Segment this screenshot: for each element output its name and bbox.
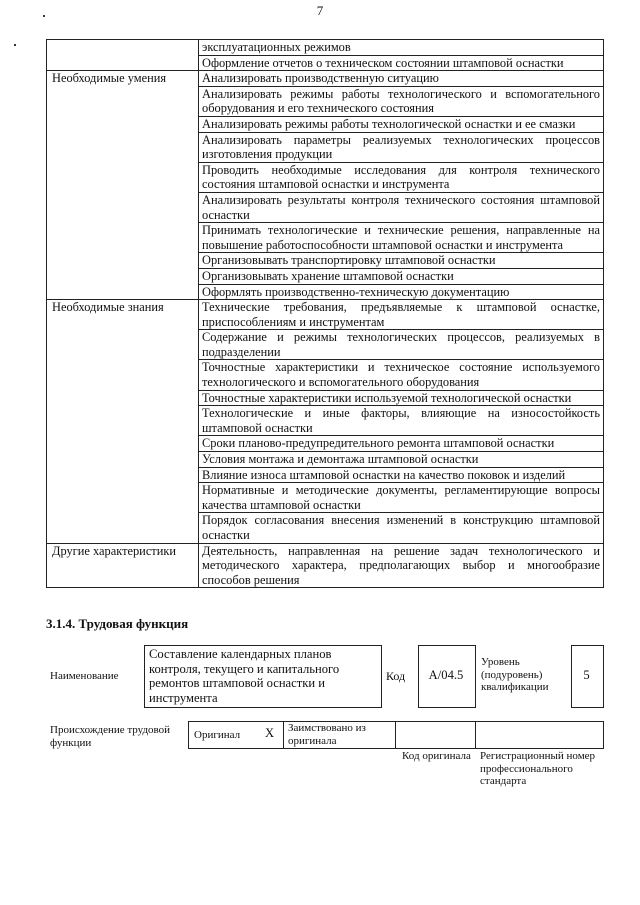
reg-number-label: Регистрационный номер профессионального стандарта [480, 750, 596, 787]
table-row [47, 71, 604, 87]
name-value: Составление календарных планов контроля, текущего и капитального ремонтов штамповой оснастки и инструмента [149, 647, 340, 705]
origin-label: Происхождение трудовой функции [50, 724, 171, 749]
requirement-item: Влияние износа штамповой оснастки на качество поковок и изделий [199, 467, 604, 483]
requirement-item: Анализировать производственную ситуацию [199, 71, 604, 87]
requirement-item: Организовывать транспортировку штамповой оснастки [199, 253, 604, 269]
origin-divider [283, 721, 284, 748]
origin-code-label: Код оригинала [402, 750, 471, 762]
requirement-item: Принимать технологические и технические решения, направленные на повышение работоспособности штамповой оснастки и инструмента [199, 223, 604, 253]
table-row [47, 40, 604, 56]
requirement-item: Оформлять производственно-техническую документацию [199, 284, 604, 300]
requirement-item: Технические требования, предъявляемые к штамповой оснастке, приспособлениям и инструментам [199, 300, 604, 330]
requirement-item: Анализировать результаты контроля технического состояния штамповой оснастки [199, 192, 604, 222]
origin-divider [395, 721, 396, 748]
origin-table [188, 721, 604, 749]
section-title: 3.1.4. Трудовая функция [46, 616, 189, 631]
requirement-item: Порядок согласования внесения изменений в конструкцию штамповой оснастки [199, 513, 604, 543]
requirement-item: Точностные характеристики используемой технологической оснастки [199, 390, 604, 406]
requirement-item: Точностные характеристики и техническое состояние используемого технологического и вспомогательного оборудования [199, 360, 604, 390]
requirement-item: Условия монтажа и демонтажа штамповой оснастки [199, 452, 604, 468]
requirement-item: Анализировать режимы работы технологической оснастки и ее смазки [199, 116, 604, 132]
requirement-item: Проводить необходимые исследования для контроля технического состояния штамповой оснастки и инструмента [199, 162, 604, 192]
requirement-item: Анализировать параметры реализуемых технологических процессов изготовления продукции [199, 132, 604, 162]
requirement-item: Оформление отчетов о техническом состоянии штамповой оснастки [199, 55, 604, 71]
category-cell [47, 40, 199, 71]
borrowed-label: Заимствовано из оригинала [288, 722, 366, 747]
requirement-item: Сроки планово-предупредительного ремонта штамповой оснастки [199, 436, 604, 452]
requirement-item: Анализировать режимы работы технологического и вспомогательного оборудования и его технического состояния [199, 86, 604, 116]
requirements-table [46, 39, 604, 588]
name-label: Наименование [50, 670, 119, 682]
level-value: 5 [583, 668, 590, 682]
requirement-item: Технологические и иные факторы, влияющие на износостойкость штамповой оснастки [199, 406, 604, 436]
table-row [47, 300, 604, 330]
original-label: Оригинал [194, 729, 241, 741]
original-mark: X [265, 726, 275, 740]
origin-divider [475, 721, 476, 748]
scan-speck [14, 44, 16, 46]
code-value: A/04.5 [428, 668, 464, 682]
requirement-item: Содержание и режимы технологических процессов, реализуемых в подразделении [199, 330, 604, 360]
code-label: Код [386, 669, 406, 683]
requirement-item: Нормативные и методические документы, регламентирующие вопросы качества штамповой оснастки [199, 483, 604, 513]
category-cell: Необходимые знания [47, 300, 199, 544]
category-cell: Другие характеристики [47, 543, 199, 588]
requirement-item: эксплуатационных режимов [199, 40, 604, 56]
category-cell: Необходимые умения [47, 71, 199, 300]
page-number: 7 [316, 3, 324, 18]
requirement-item: Деятельность, направленная на решение задач технологического и методического характера, предполагающих выбор и многообразие способов решения [199, 543, 604, 588]
requirement-item: Организовывать хранение штамповой оснастки [199, 268, 604, 284]
table-row [47, 543, 604, 588]
level-label: Уровень (подуровень) квалификации [481, 656, 549, 693]
